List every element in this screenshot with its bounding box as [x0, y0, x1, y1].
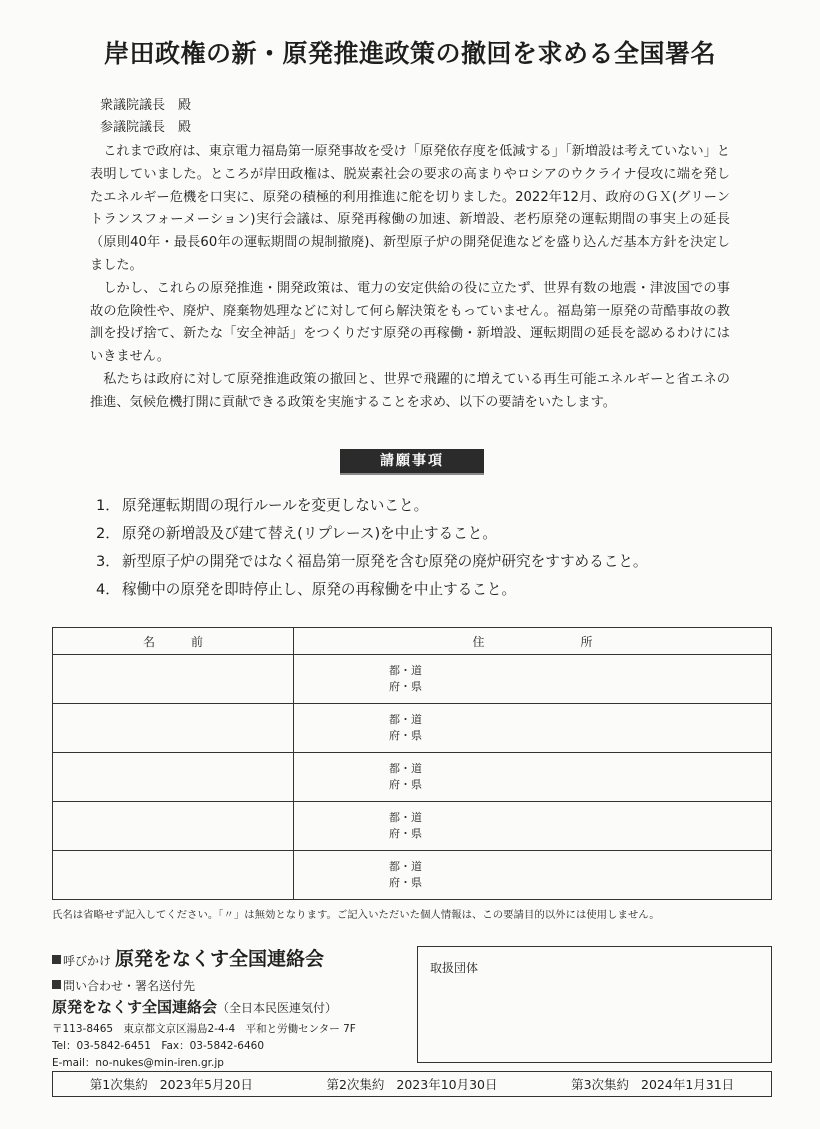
- request-number: 1．: [96, 497, 120, 514]
- prefecture-label: 都・道 府・県: [389, 762, 422, 791]
- prefecture-label: 都・道 府・県: [389, 860, 422, 889]
- request-text: 新型原子炉の開発ではなく福島第一原発を含む原発の廃炉研究をすすめること。: [122, 553, 648, 570]
- request-item: [96, 576, 648, 604]
- square-bullet-icon: [52, 955, 61, 964]
- contact-org-sub: （全日本民医連気付）: [217, 1001, 338, 1015]
- signature-row: [53, 851, 772, 900]
- name-field[interactable]: [53, 753, 294, 802]
- petition-body: [90, 141, 730, 415]
- request-text: 原発運転期間の現行ルールを変更しないこと。: [122, 497, 429, 514]
- collection-drive-1: 第1次集約 2023年5月20日: [89, 1077, 253, 1092]
- body-paragraph: 私たちは政府に対して原発推進政策の撤回と、世界で飛躍的に増えている再生可能エネルギーと省エネの推進、気候危機打開に貢献できる政策を実施することを求め、以下の要請をいたします。: [90, 371, 730, 410]
- request-number: 4．: [96, 581, 120, 598]
- address-field[interactable]: [294, 802, 772, 851]
- signature-row: [53, 753, 772, 802]
- collection-drive-3: 第3次集約 2024年1月31日: [571, 1077, 735, 1092]
- phone-fax: Tel：03-5842-6451 Fax：03-5842-6460: [52, 1040, 264, 1052]
- signature-row: [53, 802, 772, 851]
- name-field[interactable]: [53, 851, 294, 900]
- postal-address: 〒113-8465 東京都文京区湯島2-4-4 平和と労働センター 7F: [52, 1023, 356, 1035]
- address-field[interactable]: [294, 851, 772, 900]
- page-title: 岸田政権の新・原発推進政策の撤回を求める全国署名: [103, 39, 716, 68]
- prefecture-label: 都・道 府・県: [389, 713, 422, 742]
- organizer-name: 原発をなくす全国連絡会: [115, 948, 325, 970]
- petition-items-header: 請願事項: [340, 449, 484, 475]
- addressee-lower-house: 衆議院議長 殿: [100, 98, 192, 113]
- request-item: [96, 492, 648, 520]
- request-text: 原発の新増設及び建て替え(リプレース)を中止すること。: [122, 525, 497, 542]
- request-list: [96, 492, 648, 604]
- request-number: 2．: [96, 525, 120, 542]
- name-column-header: 名 前: [53, 628, 294, 655]
- collection-drive-2: 第2次集約 2023年10月30日: [326, 1077, 498, 1092]
- request-number: 3．: [96, 553, 120, 570]
- signature-row: [53, 655, 772, 704]
- handling-organization-label: 取扱団体: [430, 961, 479, 975]
- addressee-upper-house: 参議院議長 殿: [100, 120, 192, 135]
- call-label: 呼びかけ: [63, 954, 112, 968]
- signature-table: [52, 627, 772, 900]
- organizer-info: [52, 944, 422, 1072]
- name-field[interactable]: [53, 802, 294, 851]
- contact-org-name: 原発をなくす全国連絡会: [52, 998, 218, 1016]
- request-item: [96, 520, 648, 548]
- request-item: [96, 548, 648, 576]
- body-paragraph: これまで政府は、東京電力福島第一原発事故を受け「原発依存度を低減する」「新増設は考えていない」と表明していました。ところが岸田政権は、脱炭素社会の要求の高まりやロシアのウクライナ侵攻に端を発したエネルギー危機を口実に、原発の積極的利用推進に舵を切りました。2022年12月、政府のＧＸ(グリーントランスフォーメーション)実行会議は、原発再稼働の加速、新増設、老朽原発の運転期間の事実上の延長（原則40年・最長60年の運転期間の規制撤廃)、新型原子炉の開発促進などを盛り込んだ基本方針を決定しました。: [90, 144, 730, 273]
- request-text: 稼働中の原発を即時停止し、原発の再稼働を中止すること。: [122, 581, 517, 598]
- contact-label: 問い合わせ・署名送付先: [63, 979, 196, 993]
- name-field[interactable]: [53, 655, 294, 704]
- collection-schedule: [52, 1071, 772, 1097]
- address-field[interactable]: [294, 704, 772, 753]
- signature-row: [53, 704, 772, 753]
- body-paragraph: しかし、これらの原発推進・開発政策は、電力の安定供給の役に立たず、世界有数の地震・津波国での事故の危険性や、廃炉、廃棄物処理などに対して何ら解決策をもっていません。福島第一原発の苛酷事故の教訓を投げ捨て、新たな「安全神話」をつくりだす原発の再稼働・新増設、運転期間の延長を認めるわけにはいきません。: [90, 280, 730, 365]
- square-bullet-icon: [52, 980, 61, 989]
- address-column-header: 住 所: [294, 628, 772, 655]
- name-field[interactable]: [53, 704, 294, 753]
- signature-table-header: [53, 628, 772, 655]
- privacy-notice: 氏名は省略せず記入してください。「〃」は無効となります。ご記入いただいた個人情報は、この要請目的以外には使用しません。: [52, 909, 660, 921]
- email-address[interactable]: E-mail：no-nukes@min-iren.gr.jp: [52, 1057, 224, 1069]
- handling-organization-box[interactable]: [417, 946, 772, 1063]
- prefecture-label: 都・道 府・県: [389, 664, 422, 693]
- prefecture-label: 都・道 府・県: [389, 811, 422, 840]
- address-field[interactable]: [294, 655, 772, 704]
- address-field[interactable]: [294, 753, 772, 802]
